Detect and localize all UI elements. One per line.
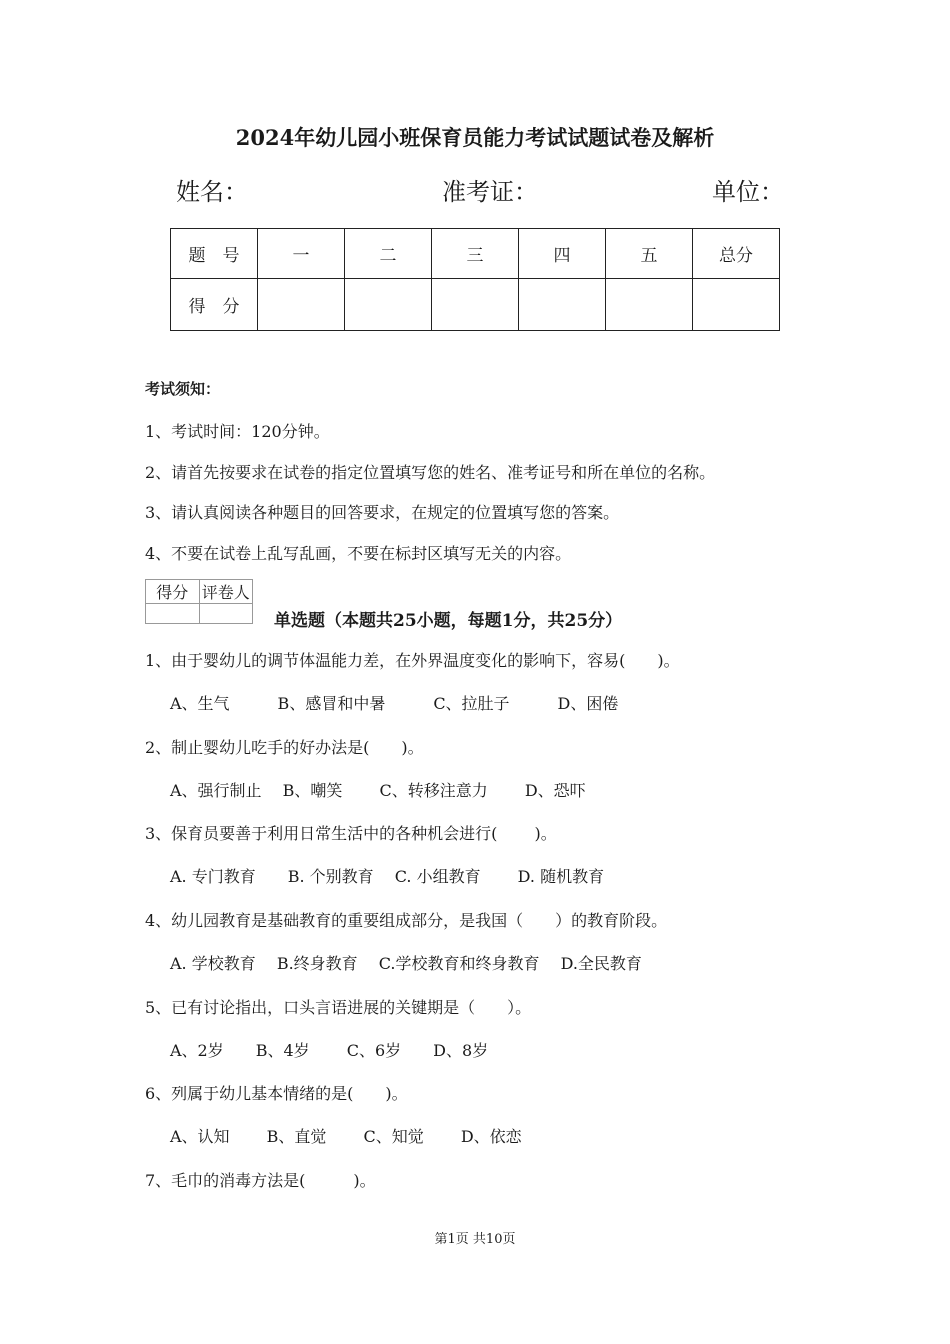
question-options: A. 学校教育 B.终身教育 C.学校教育和终身教育 D.全民教育 (170, 954, 642, 973)
question-stem: 1、由于婴幼儿的调节体温能力差，在外界温度变化的影响下，容易( )。 (145, 651, 680, 670)
document-title: 2024年幼儿园小班保育员能力考试试题试卷及解析 (235, 125, 715, 150)
score-input-cell[interactable] (432, 279, 519, 331)
score-input-cell[interactable] (519, 279, 606, 331)
grader-name-cell[interactable] (199, 604, 253, 624)
score-table (170, 228, 780, 331)
question-options: A、生气 B、感冒和中暑 C、拉肚子 D、困倦 (170, 694, 619, 713)
score-input-cell[interactable] (258, 279, 345, 331)
score-header-cell: 二 (345, 229, 432, 279)
notice-heading: 考试须知： (145, 380, 221, 398)
score-row-label: 得 分 (171, 279, 258, 331)
score-header-cell: 总分 (693, 229, 780, 279)
score-header-cell: 三 (432, 229, 519, 279)
score-table-header-row (171, 229, 780, 279)
score-header-cell: 一 (258, 229, 345, 279)
notice-item: 3、请认真阅读各种题目的回答要求，在规定的位置填写您的答案。 (145, 503, 620, 522)
score-table-score-row (171, 279, 780, 331)
score-input-cell[interactable] (345, 279, 432, 331)
notice-item: 4、不要在试卷上乱写乱画，不要在标封区填写无关的内容。 (145, 544, 572, 563)
name-label: 姓名： (176, 178, 248, 206)
grader-box (145, 579, 253, 624)
score-header-cell: 四 (519, 229, 606, 279)
question-options: A、强行制止 B、嘲笑 C、转移注意力 D、恐吓 (170, 781, 586, 800)
question-stem: 7、毛巾的消毒方法是( )。 (145, 1171, 376, 1190)
question-options: A. 专门教育 B. 个别教育 C. 小组教育 D. 随机教育 (170, 867, 605, 886)
question-options: A、认知 B、直觉 C、知觉 D、依恋 (170, 1127, 522, 1146)
question-stem: 3、保育员要善于利用日常生活中的各种机会进行( )。 (145, 824, 557, 843)
page-footer: 第1页 共10页 (434, 1232, 516, 1247)
score-input-cell[interactable] (606, 279, 693, 331)
score-header-cell: 五 (606, 229, 693, 279)
notice-item: 1、考试时间：120分钟。 (145, 422, 330, 441)
notice-item: 2、请首先按要求在试卷的指定位置填写您的姓名、准考证号和所在单位的名称。 (145, 463, 716, 482)
question-stem: 6、列属于幼儿基本情绪的是( )。 (145, 1084, 408, 1103)
section-title: 单选题（本题共25小题，每题1分，共25分） (274, 611, 623, 631)
grader-score-cell[interactable] (146, 604, 200, 624)
question-stem: 2、制止婴幼儿吃手的好办法是( )。 (145, 738, 424, 757)
question-options: A、2岁 B、4岁 C、6岁 D、8岁 (170, 1041, 489, 1060)
grader-name-label: 评卷人 (199, 580, 253, 604)
exam-id-label: 准考证： (442, 178, 538, 206)
score-header-cell: 题 号 (171, 229, 258, 279)
unit-label: 单位： (712, 178, 784, 206)
question-stem: 5、已有讨论指出，口头言语进展的关键期是（ ）。 (145, 998, 532, 1017)
score-input-cell[interactable] (693, 279, 780, 331)
question-stem: 4、幼儿园教育是基础教育的重要组成部分，是我国（ ）的教育阶段。 (145, 911, 668, 930)
grader-score-label: 得分 (146, 580, 200, 604)
